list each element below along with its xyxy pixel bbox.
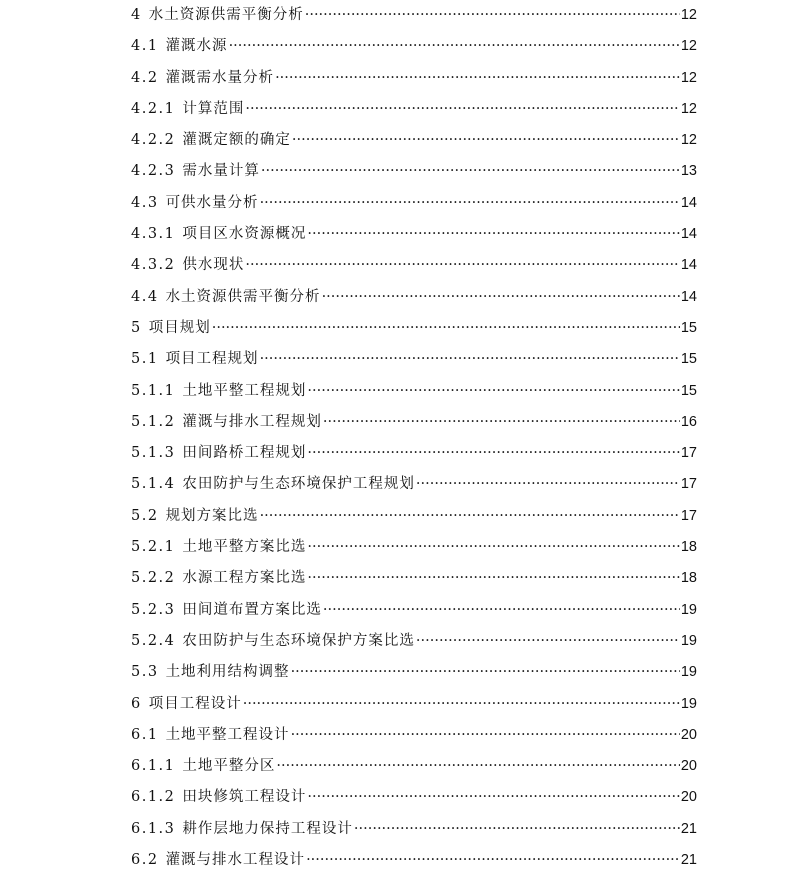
toc-dot-leader <box>307 563 679 594</box>
toc-entry-number: 4.2.1 <box>131 100 176 117</box>
toc-entry-number: 4.1 <box>131 38 159 55</box>
toc-entry-number: 5.1 <box>131 351 159 368</box>
toc-entry-title: 供水现状 <box>182 257 245 274</box>
toc-entry[interactable] <box>131 814 697 845</box>
toc-dot-leader <box>323 595 680 626</box>
toc-entry-title: 土地平整工程设计 <box>165 726 290 743</box>
toc-entry-page-number: 20 <box>680 789 697 806</box>
toc-dot-leader <box>243 689 680 720</box>
toc-entry-page-number: 18 <box>680 570 697 587</box>
toc-entry-number: 6.1.1 <box>131 758 176 775</box>
toc-entry-page-number: 17 <box>680 445 697 462</box>
toc-entry[interactable] <box>131 563 697 594</box>
toc-entry[interactable] <box>131 626 697 657</box>
toc-dot-leader <box>307 532 679 563</box>
toc-entry-title: 项目工程设计 <box>148 695 242 712</box>
toc-entry-title: 土地平整工程规划 <box>182 382 307 399</box>
toc-entry[interactable] <box>131 469 697 500</box>
toc-entry-number: 6.1 <box>131 726 159 743</box>
toc-entry[interactable] <box>131 845 697 876</box>
toc-entry-title: 耕作层地力保持工程设计 <box>182 820 353 837</box>
toc-entry-page-number: 14 <box>680 226 697 243</box>
toc-dot-leader <box>260 344 680 375</box>
toc-entry[interactable] <box>131 344 697 375</box>
toc-entry-page-number: 12 <box>680 69 697 86</box>
toc-dot-leader <box>245 94 679 125</box>
toc-entry-number: 4.4 <box>131 288 159 305</box>
toc-entry-page-number: 17 <box>680 507 697 524</box>
toc-entry[interactable] <box>131 501 697 532</box>
toc-dot-leader <box>292 125 680 156</box>
toc-entry[interactable] <box>131 31 697 62</box>
toc-entry-number: 5.2.3 <box>131 601 176 618</box>
toc-entry-title: 需水量计算 <box>182 163 260 180</box>
toc-entry-page-number: 20 <box>680 726 697 743</box>
toc-entry[interactable] <box>131 376 697 407</box>
table-of-contents <box>131 0 697 876</box>
toc-entry-page-number: 13 <box>680 163 697 180</box>
toc-entry-number: 4.2 <box>131 69 159 86</box>
toc-entry-number: 6.1.3 <box>131 820 176 837</box>
toc-entry-title: 田块修筑工程设计 <box>182 789 307 806</box>
toc-entry-number: 6 <box>131 695 142 712</box>
toc-entry[interactable] <box>131 125 697 156</box>
toc-entry-number: 5.1.1 <box>131 382 176 399</box>
toc-entry-title: 灌溉定额的确定 <box>182 132 291 149</box>
toc-entry-title: 灌溉与排水工程设计 <box>165 852 306 869</box>
toc-entry-page-number: 12 <box>680 38 697 55</box>
toc-entry-title: 可供水量分析 <box>165 194 259 211</box>
toc-entry[interactable] <box>131 407 697 438</box>
toc-dot-leader <box>212 313 680 344</box>
toc-entry-page-number: 19 <box>680 695 697 712</box>
toc-entry-number: 5.1.4 <box>131 476 176 493</box>
toc-entry-number: 5 <box>131 319 142 336</box>
toc-entry-number: 4.3.2 <box>131 257 176 274</box>
toc-dot-leader <box>307 438 679 469</box>
toc-entry-number: 5.2.1 <box>131 539 176 556</box>
toc-entry-number: 5.1.2 <box>131 413 176 430</box>
toc-entry-title: 田间道布置方案比选 <box>182 601 322 618</box>
toc-dot-leader <box>307 782 679 813</box>
toc-entry-title: 土地平整方案比选 <box>182 539 307 556</box>
toc-entry-title: 农田防护与生态环境保护方案比选 <box>182 632 415 649</box>
toc-entry[interactable] <box>131 282 697 313</box>
toc-entry-title: 水源工程方案比选 <box>182 570 307 587</box>
toc-dot-leader <box>305 0 680 31</box>
toc-entry-number: 4.3 <box>131 194 159 211</box>
toc-entry-page-number: 15 <box>680 319 697 336</box>
toc-dot-leader <box>260 188 680 219</box>
toc-entry[interactable] <box>131 595 697 626</box>
toc-entry-title: 农田防护与生态环境保护工程规划 <box>182 476 415 493</box>
toc-dot-leader <box>291 720 680 751</box>
toc-entry[interactable] <box>131 63 697 94</box>
toc-entry-title: 项目规划 <box>148 319 211 336</box>
toc-dot-leader <box>322 282 680 313</box>
toc-entry-page-number: 21 <box>680 852 697 869</box>
toc-entry-page-number: 14 <box>680 288 697 305</box>
toc-entry-page-number: 15 <box>680 382 697 399</box>
toc-entry-number: 6.1.2 <box>131 789 176 806</box>
toc-entry[interactable] <box>131 219 697 250</box>
toc-entry-number: 5.3 <box>131 664 159 681</box>
toc-entry-title: 灌溉水源 <box>165 38 228 55</box>
toc-entry[interactable] <box>131 689 697 720</box>
toc-entry-number: 4.2.3 <box>131 163 176 180</box>
toc-entry-title: 田间路桥工程规划 <box>182 445 307 462</box>
toc-dot-leader <box>291 657 680 688</box>
toc-dot-leader <box>275 63 680 94</box>
toc-entry[interactable] <box>131 0 697 31</box>
toc-entry-page-number: 16 <box>680 413 697 430</box>
toc-entry-title: 水土资源供需平衡分析 <box>148 7 304 23</box>
toc-entry-number: 4.3.1 <box>131 226 176 243</box>
toc-entry-title: 灌溉需水量分析 <box>165 69 275 86</box>
toc-entry-title: 土地利用结构调整 <box>165 664 290 681</box>
toc-entry[interactable] <box>131 751 697 782</box>
toc-entry[interactable] <box>131 720 697 751</box>
toc-entry[interactable] <box>131 94 697 125</box>
toc-dot-leader <box>307 376 679 407</box>
toc-dot-leader <box>260 501 680 532</box>
toc-entry-number: 4.2.2 <box>131 132 176 149</box>
toc-entry-page-number: 14 <box>680 257 697 274</box>
toc-entry-page-number: 20 <box>680 758 697 775</box>
toc-entry-page-number: 12 <box>680 132 697 149</box>
toc-dot-leader <box>323 407 680 438</box>
toc-entry-page-number: 19 <box>680 664 697 681</box>
toc-entry-number: 4 <box>131 7 142 23</box>
toc-entry[interactable] <box>131 188 697 219</box>
toc-entry[interactable] <box>131 657 697 688</box>
toc-dot-leader <box>261 156 680 187</box>
toc-entry-title: 计算范围 <box>182 100 245 117</box>
toc-entry-title: 土地平整分区 <box>182 758 276 775</box>
toc-entry-number: 5.2.4 <box>131 632 176 649</box>
toc-entry-page-number: 21 <box>680 820 697 837</box>
toc-dot-leader <box>307 219 679 250</box>
toc-entry[interactable] <box>131 313 697 344</box>
toc-entry-number: 5.2 <box>131 507 159 524</box>
toc-dot-leader <box>416 469 680 500</box>
toc-entry-page-number: 15 <box>680 351 697 368</box>
toc-entry-page-number: 19 <box>680 632 697 649</box>
toc-entry-number: 5.2.2 <box>131 570 176 587</box>
toc-entry-title: 项目区水资源概况 <box>182 226 307 243</box>
toc-dot-leader <box>229 31 680 62</box>
toc-dot-leader <box>354 814 680 845</box>
toc-entry-page-number: 12 <box>680 100 697 117</box>
toc-entry-page-number: 14 <box>680 194 697 211</box>
toc-entry-page-number: 17 <box>680 476 697 493</box>
toc-entry[interactable] <box>131 156 697 187</box>
toc-entry-title: 灌溉与排水工程规划 <box>182 413 322 430</box>
toc-entry-title: 项目工程规划 <box>165 351 259 368</box>
toc-entry[interactable] <box>131 438 697 469</box>
toc-entry-title: 水土资源供需平衡分析 <box>165 288 321 305</box>
toc-dot-leader <box>416 626 680 657</box>
toc-entry-number: 5.1.3 <box>131 445 176 462</box>
toc-entry[interactable] <box>131 782 697 813</box>
toc-entry-number: 6.2 <box>131 852 159 869</box>
toc-entry[interactable] <box>131 250 697 281</box>
toc-dot-leader <box>306 845 680 876</box>
toc-entry-page-number: 19 <box>680 601 697 618</box>
toc-entry-page-number: 18 <box>680 539 697 556</box>
toc-dot-leader <box>245 250 679 281</box>
toc-dot-leader <box>276 751 679 782</box>
toc-entry-title: 规划方案比选 <box>165 507 259 524</box>
toc-entry-page-number: 12 <box>680 7 697 23</box>
toc-entry[interactable] <box>131 532 697 563</box>
